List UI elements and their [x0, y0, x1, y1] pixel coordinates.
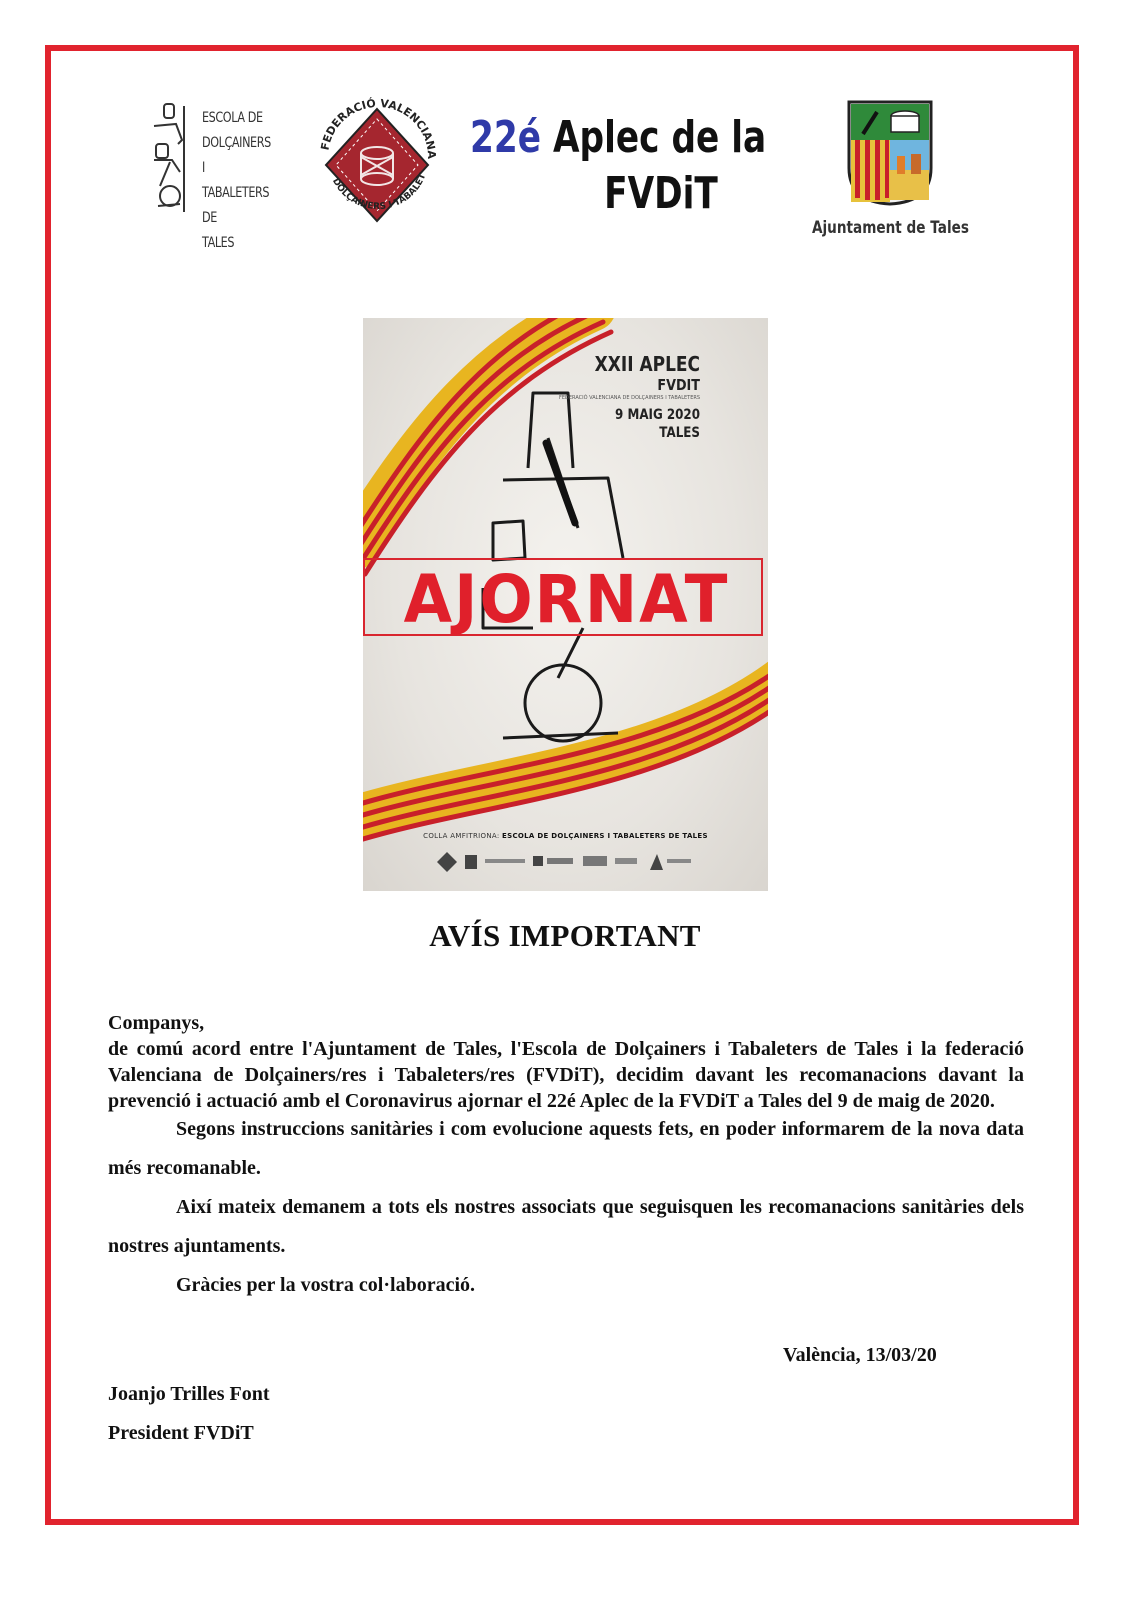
- fvdit-logo-top-text: FEDERACIÓ VALENCIANA: [318, 96, 439, 160]
- poster-host-name: ESCOLA DE DOLÇAINERS I TABALETERS DE TALES: [502, 832, 708, 840]
- poster-host-band: [363, 832, 768, 840]
- fvdit-logo-bottom-text: DOLÇAINERS I TABALET: [329, 172, 429, 213]
- poster-line1: XXII APLEC: [594, 352, 700, 376]
- escola-logo-line: ESCOLA DE: [202, 110, 263, 126]
- escola-logo-line: TABALETERS DE: [202, 185, 270, 226]
- escola-logo-line: DOLÇAINERS I: [202, 135, 271, 176]
- signatory-name: Joanjo Trilles Font: [108, 1383, 270, 1405]
- header-title-number: 22é: [470, 112, 542, 163]
- header-title-line2: FVDiT: [604, 168, 718, 219]
- escola-logo-line: TALES: [202, 235, 235, 251]
- signatory-role: President FVDiT: [108, 1422, 254, 1444]
- ajuntament-label: Ajuntament de Tales: [812, 218, 969, 238]
- notice-body: [108, 1010, 1024, 1305]
- postponed-stamp: AJORNAT: [403, 561, 730, 638]
- event-poster: [363, 318, 768, 891]
- poster-date: 9 MAIG 2020: [615, 407, 700, 423]
- header-title-line1: Aplec de la: [552, 112, 767, 163]
- ajuntament-coat-of-arms: [845, 98, 935, 208]
- poster-line2-sub: FEDERACIÓ VALENCIANA DE DOLÇAINERS I TABALETERS: [559, 395, 700, 401]
- notice-paragraph: de comú acord entre l'Ajuntament de Tales, l'Escola de Dolçainers i Tabaleters de Tales i la federació Valenciana de Dolçainers/res i Tabaleters/res (FVDiT), decidim davant les recomanacions davant la prevenció i actuació amb el Coronavirus ajornar el 22é Aplec de la FVDiT a Tales del 9 de maig de 2020.: [108, 1038, 1024, 1112]
- sponsor-logos: [435, 850, 705, 874]
- dolcainer-figure-icon: [150, 100, 205, 215]
- escola-logo: [150, 100, 290, 251]
- notice-greeting: Companys,: [108, 1012, 205, 1034]
- place-date: València, 13/03/20: [783, 1344, 937, 1366]
- poster-line2: FVDIT: [657, 376, 700, 394]
- notice-thanks: Gràcies per la vostra col·laboració.: [176, 1274, 476, 1296]
- notice-paragraph: Així mateix demanem a tots els nostres associats que seguisquen les recomanacions sanitàries dels nostres ajuntaments.: [108, 1196, 1024, 1257]
- poster-place: TALES: [659, 425, 700, 441]
- header-title: [470, 110, 767, 222]
- notice-paragraph: Segons instruccions sanitàries i com evolucione aquests fets, en poder informarem de la nova data més recomanable.: [108, 1118, 1024, 1179]
- poster-heading: [559, 352, 700, 442]
- notice-heading: AVÍS IMPORTANT: [429, 918, 701, 953]
- fvdit-logo: [310, 95, 445, 235]
- poster-host-label: COLLA AMFITRIONA:: [423, 832, 500, 840]
